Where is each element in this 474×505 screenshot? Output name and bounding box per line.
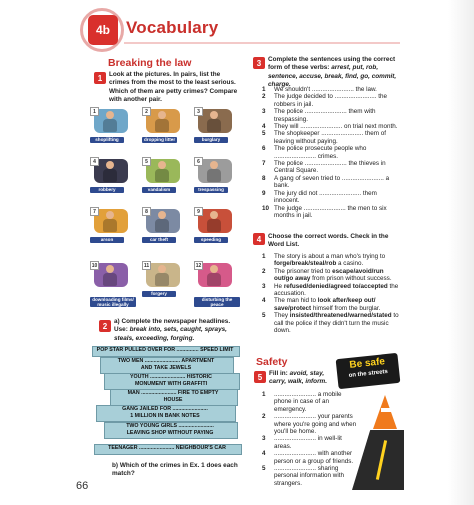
list-item: [262, 465, 358, 487]
headline-line: TWO YOUNG GIRLS ........................: [126, 423, 214, 429]
item-number: 1: [262, 86, 266, 93]
be-safe-badge: [336, 353, 401, 389]
list-item: [262, 108, 402, 123]
exercise-2b-instructions: [112, 462, 238, 479]
item-text: The judge ........................ the men to six months in jail.: [274, 204, 387, 219]
part-a-word-list: break into, sets, caught, sprays, steals, exceeding, forging.: [114, 326, 227, 342]
headline-line: GANG JAILED FOR ........................: [122, 406, 208, 412]
picture-forgery: [142, 261, 182, 297]
picture-caption: arson: [90, 237, 124, 243]
picture-dropping-litter: [142, 107, 182, 143]
list-item: [262, 145, 402, 160]
list-item: [262, 93, 402, 108]
item-text: They: [274, 312, 290, 320]
traffic-cone-stripe: [381, 408, 391, 412]
item-number: 6: [262, 145, 266, 153]
item-text: ........................ a mobile phone in case of an emergency.: [274, 391, 342, 413]
part-b-label: b): [112, 462, 119, 469]
list-item: [262, 312, 402, 334]
speeding-illustration: [198, 209, 232, 233]
item-options: refused/denied/agreed to/accepted: [283, 282, 388, 290]
exercise-4-instructions: Choose the correct words. Check in the Word List.: [268, 233, 389, 249]
item-text: a casino.: [336, 260, 364, 268]
list-item: [262, 450, 358, 465]
list-item: [262, 86, 402, 93]
list-item: [262, 175, 402, 190]
headline-line: YOUTH ........................ HISTORIC: [129, 374, 212, 380]
crime-pictures-grid: [90, 107, 238, 327]
picture-number: 9: [194, 207, 203, 216]
fill-in-label: Fill in:: [269, 370, 288, 377]
badge-title: Be safe: [348, 356, 386, 371]
picture-caption: trespassing: [194, 187, 228, 193]
item-text: They will ........................ on trial next month.: [274, 123, 398, 131]
item-text: The police ........................ them with trespassing.: [274, 108, 376, 123]
exercise-2a-instructions: [114, 318, 242, 343]
picture-arson: [90, 207, 130, 243]
list-item: [262, 283, 402, 298]
item-text: himself from the burglar.: [311, 304, 381, 312]
item-number: 8: [262, 174, 266, 182]
exercise-3-text: Complete the sentences using the correct form of these verbs:: [268, 56, 396, 72]
picture-robbery: [90, 157, 130, 193]
item-text: from prison without success.: [310, 275, 392, 283]
item-text: He: [274, 282, 284, 290]
item-number: 2: [262, 93, 266, 101]
headline-4: [110, 390, 236, 403]
list-item: [262, 130, 402, 145]
picture-number: 2: [142, 107, 151, 116]
exercise-number-1: 1: [94, 72, 106, 84]
picture-downloading: [90, 261, 134, 307]
headline-line: AND TAKE JEWELS: [140, 364, 192, 371]
item-number: 9: [262, 189, 266, 197]
item-number: 1: [262, 391, 266, 398]
headline-line: MAN ........................ FIRE TO EMPTY: [127, 390, 219, 396]
disturbing-peace-illustration: [198, 263, 232, 287]
fill-in-words: avoid, stay, carry, walk, inform.: [269, 370, 328, 386]
headline-line: MONUMENT WITH GRAFFITI: [134, 380, 208, 387]
item-text: ........................ sharing personal information with strangers.: [274, 465, 345, 487]
item-text: We shouldn't ........................ the law.: [274, 86, 377, 93]
picture-number: 3: [194, 107, 203, 116]
picture-caption: downloading films/ music illegally: [90, 297, 136, 307]
page-number: 66: [76, 480, 89, 492]
exercise-3-instructions: [268, 56, 403, 90]
headline-1: POP STAR PULLED OVER FOR ............... SPEED LIMIT: [96, 347, 234, 353]
headline-3: [104, 374, 238, 387]
picture-caption: robbery: [90, 187, 124, 193]
picture-caption: shoplifting: [90, 137, 124, 143]
headline-5: [96, 406, 234, 419]
item-number: 3: [262, 108, 266, 116]
picture-caption: disturbing the peace: [194, 297, 240, 307]
picture-caption: vandalism: [142, 187, 176, 193]
exercise-number-2: 2: [99, 320, 111, 332]
item-number: 4: [262, 297, 266, 305]
badge-subtitle: on the streets: [348, 368, 389, 380]
list-item: [262, 253, 402, 268]
list-item: [262, 160, 402, 175]
part-b-text: Which of the crimes in Ex. 1 does each match?: [112, 462, 238, 478]
exercise-number-5: 5: [254, 371, 266, 383]
picture-vandalism: [142, 157, 182, 193]
item-text: ........................ in well-lit areas.: [274, 435, 342, 450]
headline-2: [100, 358, 232, 371]
headline-7: TEENAGER ........................ NEIGHBOUR'S CAR: [108, 445, 226, 451]
list-item: [262, 123, 402, 130]
item-options: insisted/threatened/warned/stated: [289, 312, 392, 320]
item-options: look after/keep out/ save/protect: [274, 297, 376, 312]
exercise-5-instructions: [269, 370, 333, 387]
item-options: forge/break/steal/rob: [274, 260, 337, 268]
section-heading-safety: Safety: [256, 356, 288, 368]
list-item: [262, 297, 402, 312]
picture-car-theft: [142, 207, 182, 243]
item-number: 1: [262, 253, 266, 260]
picture-disturbing-peace: [194, 261, 234, 307]
list-item: [262, 205, 402, 220]
picture-number: 7: [90, 207, 99, 216]
exercise-number-4: 4: [253, 233, 265, 245]
item-text: The prisoner tried to: [274, 267, 333, 275]
headline-line: HOUSE: [163, 396, 183, 403]
item-text: the accusation.: [274, 282, 399, 298]
item-text: ........................ with another person or a group of friends.: [274, 450, 354, 465]
picture-caption: forgery: [142, 291, 176, 297]
item-number: 7: [262, 160, 266, 168]
robbery-illustration: [94, 159, 128, 183]
picture-burglary: [194, 107, 234, 143]
list-item: [262, 391, 358, 413]
exercise-5-list: [262, 391, 358, 487]
picture-number: 1: [90, 107, 99, 116]
item-number: 3: [262, 282, 266, 290]
dropping-litter-illustration: [146, 109, 180, 133]
item-number: 10: [262, 204, 270, 212]
headline-line: 1 MILLION IN BANK NOTES: [130, 412, 200, 419]
list-item: [262, 190, 402, 205]
item-options: escape/avoid/run out/go away: [274, 267, 384, 283]
picture-caption: dropping litter: [144, 137, 176, 142]
trespassing-illustration: [198, 159, 232, 183]
title-divider: [124, 42, 400, 44]
arson-illustration: [94, 209, 128, 233]
picture-number: 12: [195, 262, 202, 269]
item-text: The judge decided to ........................ the robbers in jail.: [274, 93, 388, 108]
item-number: 2: [262, 413, 266, 421]
forgery-illustration: [146, 263, 180, 287]
item-number: 2: [262, 267, 266, 275]
car-theft-illustration: [146, 209, 180, 233]
list-item: [262, 435, 358, 450]
page-binding-shadow: [448, 0, 474, 505]
page-title: Vocabulary: [126, 18, 219, 37]
item-text: A gang of seven tried to ........................ a bank.: [274, 174, 390, 190]
lesson-badge: 4b: [88, 15, 118, 45]
headline-line: LEAVING SHOP WITHOUT PAYING: [126, 429, 214, 436]
exercise-4-list: [262, 253, 402, 334]
exercise-1-instructions: Look at the pictures. In pairs, list the crimes from the most to the least serious. Which of them are petty crimes? Compare with another pair.: [109, 71, 238, 104]
traffic-cone-icon: [373, 395, 397, 429]
item-text: to call the police if they didn't turn the music down.: [274, 312, 399, 335]
picture-caption: burglary: [194, 137, 228, 143]
section-heading-breaking-the-law: Breaking the law: [108, 57, 192, 69]
vandalism-illustration: [146, 159, 180, 183]
burglary-illustration: [198, 109, 232, 133]
picture-number: 5: [142, 157, 151, 166]
road-illustration: [352, 430, 404, 490]
picture-number: 6: [194, 157, 203, 166]
picture-number: 8: [142, 207, 151, 216]
picture-shoplifting: [90, 107, 130, 143]
item-text: The jury did not ........................ them innocent.: [274, 189, 377, 205]
shoplifting-illustration: [94, 109, 128, 133]
picture-number: 11: [143, 262, 150, 269]
part-a-label: a): [114, 318, 120, 325]
item-number: 4: [262, 123, 266, 131]
exercise-number-3: 3: [253, 57, 265, 69]
item-number: 4: [262, 450, 266, 458]
picture-speeding: [194, 207, 234, 243]
item-text: The police ........................ the thieves in Central Square.: [274, 160, 386, 175]
downloading-illustration: [94, 263, 128, 287]
headline-6: [104, 423, 236, 436]
item-text: ........................ your parents where you're going and when you'll be home.: [274, 413, 357, 436]
picture-caption: speeding: [194, 237, 228, 243]
picture-caption: car theft: [142, 237, 176, 243]
item-text: The shopkeeper ........................ them of leaving without paying.: [274, 130, 386, 145]
picture-number: 4: [90, 157, 99, 166]
list-item: [262, 413, 358, 435]
item-text: The story is about a man who's trying to: [274, 253, 386, 260]
item-text: The police prosecute people who ........................ crimes.: [274, 145, 367, 160]
picture-number: 10: [91, 262, 98, 269]
item-number: 5: [262, 312, 266, 320]
exercise-3-verbs: arrest, put, rob, sentence, accuse, break, find, go, commit, charge.: [268, 64, 397, 89]
headline-line: TWO MEN ........................ APARTMENT: [117, 358, 215, 364]
list-item: [262, 268, 402, 283]
part-a-text: Complete the newspaper headlines. Use:: [114, 318, 231, 334]
exercise-3-list: [262, 86, 402, 219]
item-text: The man hid to: [274, 297, 318, 305]
item-number: 5: [262, 465, 266, 473]
picture-trespassing: [194, 157, 234, 193]
item-number: 3: [262, 435, 266, 443]
item-number: 5: [262, 130, 266, 138]
